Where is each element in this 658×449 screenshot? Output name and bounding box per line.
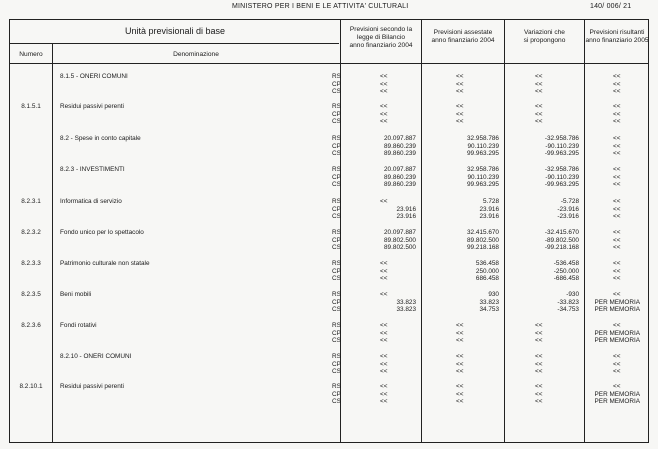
row-type-label: CS — [332, 244, 341, 252]
row-number: 8.1.5.1 — [21, 103, 41, 110]
cell-value: << — [613, 118, 621, 126]
cell-value: << — [380, 353, 388, 360]
cell-value: << — [613, 236, 621, 244]
cell-value: 20.097.887 — [384, 166, 416, 173]
row-type-label: CP — [332, 205, 341, 213]
cell-value: << — [613, 267, 621, 275]
cell-value: << — [456, 118, 464, 126]
cell-value: -250.000 — [553, 267, 579, 275]
cell-value: 23.916 — [479, 213, 499, 221]
cell-value: << — [456, 390, 464, 398]
row-denominazione: 8.2.10 - ONERI COMUNI — [60, 353, 132, 360]
cell-value: 32.958.786 — [467, 135, 499, 142]
row-type-label: CP — [332, 298, 341, 306]
row-type-label: RS — [332, 229, 341, 236]
row-number: 8.2.3.5 — [21, 291, 41, 298]
row-denominazione: 8.2 - Spese in conto capitale — [60, 135, 141, 142]
cell-value: -686.458 — [553, 275, 579, 283]
row-type-label: RS — [332, 103, 341, 110]
cell-value: << — [456, 337, 464, 345]
cell-value: -99.218.168 — [544, 244, 579, 252]
header-prev-bilancio — [341, 26, 421, 50]
cell-value: << — [456, 80, 464, 88]
row-type-label: CS — [332, 368, 341, 376]
cell-value: << — [535, 398, 543, 406]
cell-value: << — [613, 260, 621, 267]
cell-value: << — [456, 88, 464, 96]
cell-value: << — [613, 205, 621, 213]
cell-value: << — [535, 110, 543, 118]
cell-value: 32.958.786 — [467, 166, 499, 173]
row-number: 8.2.3.1 — [21, 198, 41, 205]
cell-value: << — [380, 390, 388, 398]
cell-value: << — [380, 260, 388, 267]
cell-value: << — [380, 360, 388, 368]
cell-value: << — [613, 353, 621, 360]
cell-value: -32.958.786 — [544, 135, 579, 142]
header-line: Previsioni risultanti — [589, 29, 645, 36]
cell-value: << — [613, 142, 621, 150]
cell-value: 89.860.239 — [384, 142, 416, 150]
row-type-label: RS — [332, 383, 341, 390]
row-type-label: CP — [332, 267, 341, 275]
header-line: legge di Bilancio — [356, 34, 406, 41]
cell-value: << — [613, 150, 621, 158]
row-denominazione: Patrimonio culturale non statale — [60, 260, 150, 267]
row-type-label: RS — [332, 73, 341, 80]
cell-value: << — [380, 267, 388, 275]
cell-value: << — [613, 103, 621, 110]
cell-value: << — [380, 198, 388, 205]
cell-value: << — [456, 360, 464, 368]
row-denominazione: Residui passivi perenti — [60, 103, 124, 110]
cell-value: << — [456, 383, 464, 390]
cell-value: << — [613, 166, 621, 173]
cell-value: << — [380, 275, 388, 283]
cell-value: << — [613, 291, 621, 298]
cell-value: -32.415.670 — [544, 229, 579, 236]
cell-value: << — [613, 383, 621, 390]
cell-value: << — [613, 110, 621, 118]
row-denominazione: Fondo unico per lo spettacolo — [60, 229, 144, 236]
cell-value: << — [380, 73, 388, 80]
divider-col4 — [584, 20, 585, 442]
header-numero: Numero — [19, 51, 43, 58]
page-number: 140/ 006/ 21 — [590, 3, 632, 10]
cell-value: << — [535, 329, 543, 337]
divider-col3 — [504, 20, 505, 442]
cell-value: 686.458 — [475, 275, 499, 283]
divider-numero — [52, 43, 53, 442]
cell-value: << — [613, 229, 621, 236]
row-denominazione: Informatica di servizio — [60, 198, 122, 205]
cell-value: << — [613, 360, 621, 368]
row-type-label: CP — [332, 236, 341, 244]
cell-value: << — [456, 103, 464, 110]
budget-table — [9, 19, 649, 443]
cell-value: -32.958.786 — [544, 166, 579, 173]
cell-value: PER MEMORIA — [594, 306, 640, 314]
cell-value: << — [456, 398, 464, 406]
cell-value: << — [535, 368, 543, 376]
row-type-label: CP — [332, 329, 341, 337]
cell-value: << — [380, 88, 388, 96]
cell-value: << — [380, 291, 388, 298]
row-type-label: CP — [332, 390, 341, 398]
cell-value: << — [380, 383, 388, 390]
cell-value: << — [613, 213, 621, 221]
cell-value: 34.753 — [479, 306, 499, 314]
cell-value: -536.458 — [553, 260, 579, 267]
cell-value: 89.802.500 — [384, 244, 416, 252]
cell-value: -90.110.239 — [545, 142, 579, 150]
header-line: anno finanziario 2004 — [431, 37, 495, 44]
cell-value: << — [380, 322, 388, 329]
cell-value: -33.823 — [557, 298, 579, 306]
row-number: 8.2.3.6 — [21, 322, 41, 329]
header-prev-risultanti — [585, 29, 649, 45]
cell-value: -930 — [566, 291, 579, 298]
cell-value: << — [613, 244, 621, 252]
cell-value: << — [613, 198, 621, 205]
cell-value: 250.000 — [475, 267, 499, 275]
header-line: anno finanziario 2004 — [349, 42, 413, 49]
ministry-header: MINISTERO PER I BENI E LE ATTIVITA' CULTURALI — [232, 3, 409, 10]
cell-value: << — [380, 103, 388, 110]
header-split — [10, 43, 339, 44]
cell-value: -5.728 — [560, 198, 579, 205]
cell-value: 90.110.239 — [467, 173, 499, 181]
cell-value: 90.110.239 — [467, 142, 499, 150]
cell-value: << — [535, 337, 543, 345]
cell-value: 99.218.168 — [467, 244, 499, 252]
header-line: Previsioni secondo la — [349, 26, 413, 33]
cell-value: 20.097.887 — [384, 135, 416, 142]
cell-value: << — [613, 173, 621, 181]
cell-value: 89.860.239 — [384, 173, 416, 181]
row-type-label: CP — [332, 142, 341, 150]
cell-value: << — [456, 322, 464, 329]
row-type-label: CS — [332, 275, 341, 283]
row-type-label: CS — [332, 88, 341, 96]
cell-value: << — [456, 329, 464, 337]
row-type-label: CP — [332, 173, 341, 181]
cell-value: 89.860.239 — [384, 150, 416, 158]
cell-value: << — [535, 73, 543, 80]
cell-value: PER MEMORIA — [594, 337, 640, 345]
row-number: 8.2.10.1 — [19, 383, 43, 390]
row-number: 8.2.3.3 — [21, 260, 41, 267]
row-type-label: RS — [332, 322, 341, 329]
cell-value: 33.823 — [479, 298, 499, 306]
cell-value: << — [535, 390, 543, 398]
row-type-label: CP — [332, 110, 341, 118]
row-denominazione: Fondi rotativi — [60, 322, 97, 329]
cell-value: << — [456, 368, 464, 376]
row-type-label: RS — [332, 291, 341, 298]
cell-value: << — [613, 275, 621, 283]
cell-value: PER MEMORIA — [594, 329, 640, 337]
cell-value: << — [613, 88, 621, 96]
cell-value: 930 — [488, 291, 499, 298]
cell-value: -99.963.295 — [544, 150, 579, 158]
row-type-label: RS — [332, 135, 341, 142]
cell-value: << — [456, 353, 464, 360]
cell-value: PER MEMORIA — [594, 298, 640, 306]
row-number: 8.2.3.2 — [21, 229, 41, 236]
row-type-label: RS — [332, 260, 341, 267]
cell-value: 20.097.887 — [384, 229, 416, 236]
cell-value: -34.753 — [557, 306, 579, 314]
cell-value: << — [613, 181, 621, 189]
cell-value: << — [380, 368, 388, 376]
cell-value: -89.802.500 — [544, 236, 579, 244]
row-type-label: CS — [332, 306, 341, 314]
cell-value: 89.802.500 — [384, 236, 416, 244]
row-denominazione: Beni mobili — [60, 291, 92, 298]
row-type-label: RS — [332, 198, 341, 205]
header-line: si propongono — [523, 37, 566, 44]
header-bottom — [10, 63, 648, 64]
header-prev-assestate — [422, 29, 504, 45]
header-denominazione: Denominazione — [173, 51, 219, 58]
cell-value: << — [380, 329, 388, 337]
cell-value: 23.916 — [396, 205, 416, 213]
divider-col2 — [421, 20, 422, 442]
row-type-label: CS — [332, 181, 341, 189]
row-denominazione: 8.2.3 - INVESTIMENTI — [60, 166, 125, 173]
cell-value: PER MEMORIA — [594, 390, 640, 398]
cell-value: << — [535, 103, 543, 110]
cell-value: << — [535, 80, 543, 88]
cell-value: PER MEMORIA — [594, 398, 640, 406]
cell-value: 5.728 — [483, 198, 499, 205]
header-unita: Unità previsionali di base — [124, 26, 226, 36]
row-type-label: RS — [332, 353, 341, 360]
cell-value: << — [380, 110, 388, 118]
row-type-label: CP — [332, 360, 341, 368]
cell-value: -90.110.239 — [545, 173, 579, 181]
cell-value: 33.823 — [396, 306, 416, 314]
row-type-label: CS — [332, 398, 341, 406]
cell-value: << — [456, 110, 464, 118]
cell-value: 33.823 — [396, 298, 416, 306]
row-type-label: RS — [332, 166, 341, 173]
cell-value: << — [535, 322, 543, 329]
cell-value: 32.415.670 — [467, 229, 499, 236]
cell-value: << — [535, 88, 543, 96]
cell-value: 99.963.295 — [467, 150, 499, 158]
cell-value: << — [456, 73, 464, 80]
row-type-label: CP — [332, 80, 341, 88]
cell-value: -99.963.295 — [544, 181, 579, 189]
row-type-label: CS — [332, 337, 341, 345]
cell-value: << — [613, 368, 621, 376]
cell-value: << — [613, 73, 621, 80]
cell-value: << — [535, 353, 543, 360]
header-line: anno finanziario 2005 — [585, 37, 649, 44]
header-line: Variazioni che — [524, 29, 565, 36]
row-type-label: CS — [332, 150, 341, 158]
cell-value: << — [380, 118, 388, 126]
cell-value: << — [380, 398, 388, 406]
cell-value: 536.458 — [475, 260, 499, 267]
cell-value: << — [613, 80, 621, 88]
header-line: Previsioni assestate — [433, 29, 493, 36]
cell-value: 89.802.500 — [467, 236, 499, 244]
row-denominazione: Residui passivi perenti — [60, 383, 124, 390]
cell-value: 23.916 — [396, 213, 416, 221]
cell-value: << — [535, 118, 543, 126]
cell-value: << — [535, 383, 543, 390]
cell-value: -23.916 — [557, 205, 579, 213]
cell-value: << — [535, 360, 543, 368]
header-variazioni — [505, 29, 584, 45]
cell-value: << — [380, 337, 388, 345]
row-type-label: CS — [332, 118, 341, 126]
row-type-label: CS — [332, 213, 341, 221]
cell-value: << — [613, 322, 621, 329]
cell-value: 99.963.295 — [467, 181, 499, 189]
cell-value: 23.916 — [479, 205, 499, 213]
row-denominazione: 8.1.5 - ONERI COMUNI — [60, 73, 128, 80]
cell-value: << — [380, 80, 388, 88]
cell-value: << — [613, 135, 621, 142]
cell-value: 89.860.239 — [384, 181, 416, 189]
cell-value: -23.916 — [557, 213, 579, 221]
